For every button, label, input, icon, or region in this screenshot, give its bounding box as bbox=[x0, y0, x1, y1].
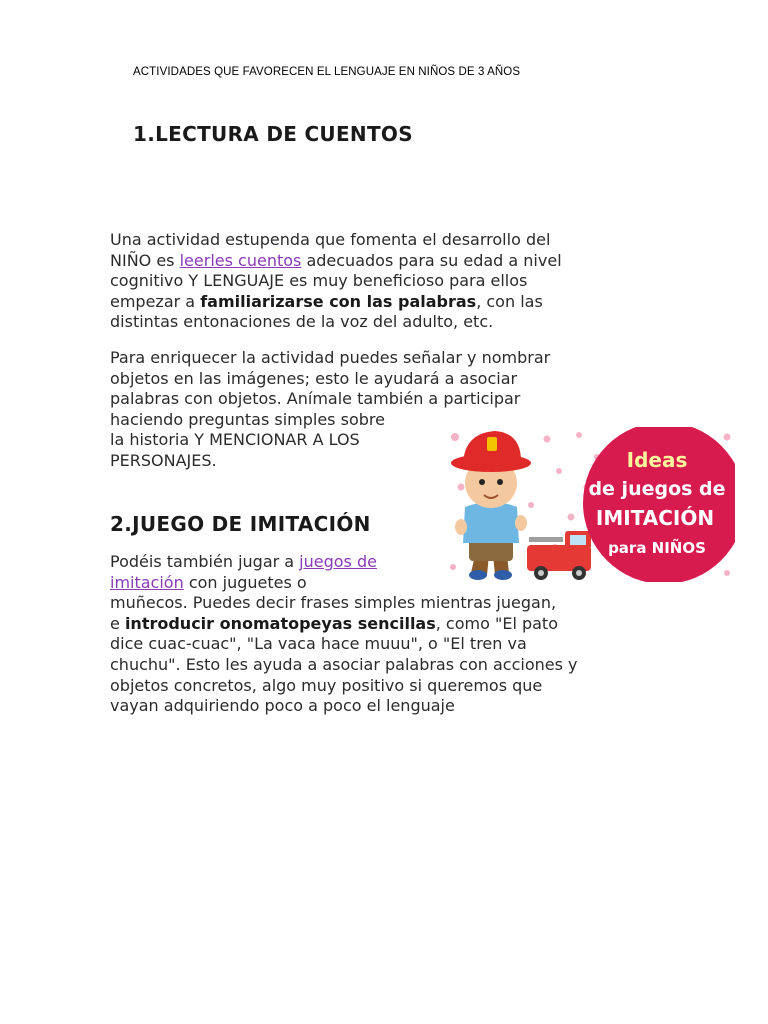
text-line: dice cuac-cuac", "La vaca hace muuu", o "El tren va bbox=[110, 634, 527, 654]
text-line: haciendo preguntas simples sobre bbox=[110, 409, 385, 429]
text-line: PERSONAJES. bbox=[110, 450, 217, 470]
section-heading-imitacion: 2.JUEGO DE IMITACIÓN bbox=[110, 512, 371, 536]
bold-text: introducir onomatopeyas sencillas bbox=[124, 613, 436, 633]
text-line: Podéis también jugar a juegos de bbox=[110, 552, 377, 571]
text-line: NIÑO es leerles cuentos adecuados para su edad a nivel bbox=[110, 250, 562, 270]
badge-line3: IMITACIÓN bbox=[595, 506, 715, 530]
link-juegos-de-imitacion[interactable]: juegos de bbox=[299, 552, 377, 571]
text-line: Una actividad estupenda que fomenta el desarrollo del bbox=[110, 230, 551, 249]
text-line: distintas entonaciones de la voz del adulto, etc. bbox=[110, 312, 494, 332]
text-line: Para enriquecer la actividad puedes señalar y nombrar bbox=[110, 348, 551, 367]
paragraph-lectura-1 bbox=[110, 230, 562, 333]
paragraph-imitacion bbox=[110, 552, 577, 717]
document-title: ACTIVIDADES QUE FAVORECEN EL LENGUAJE EN NIÑOS DE 3 AÑOS bbox=[133, 66, 521, 78]
text-line: empezar a familiarizarse con las palabras, con las bbox=[110, 291, 543, 311]
badge-line1: Ideas bbox=[626, 448, 688, 472]
text-line: objetos en las imágenes; esto le ayudará a asociar bbox=[110, 368, 518, 388]
text-line: la historia Y MENCIONAR A LOS bbox=[110, 430, 360, 450]
text-line: objetos concretos, algo muy positivo si queremos que bbox=[110, 675, 543, 695]
link-leerles-cuentos[interactable]: leerles cuentos bbox=[179, 250, 302, 270]
bold-text: familiarizarse con las palabras bbox=[200, 291, 477, 311]
text-line: cognitivo Y LENGUAJE es muy beneficioso para ellos bbox=[110, 271, 528, 291]
text-line: palabras con objetos. Anímale también a participar bbox=[110, 389, 521, 409]
badge-line4: para NIÑOS bbox=[608, 539, 706, 557]
text-line: chuchu". Esto les ayuda a asociar palabras con acciones y bbox=[110, 654, 578, 674]
text-line: vayan adquiriendo poco a poco el lenguaje bbox=[110, 696, 455, 716]
link-juegos-de-imitacion[interactable]: imitación bbox=[110, 572, 184, 592]
badge-line2: de juegos de bbox=[588, 478, 726, 500]
text-line: imitación con juguetes o bbox=[110, 572, 307, 592]
section-heading-lectura: 1.LECTURA DE CUENTOS bbox=[133, 122, 413, 146]
text-line: muñecos. Puedes decir frases simples mientras juegan, bbox=[110, 593, 557, 613]
text-line: e introducir onomatopeyas sencillas, como "El pato bbox=[110, 613, 558, 633]
